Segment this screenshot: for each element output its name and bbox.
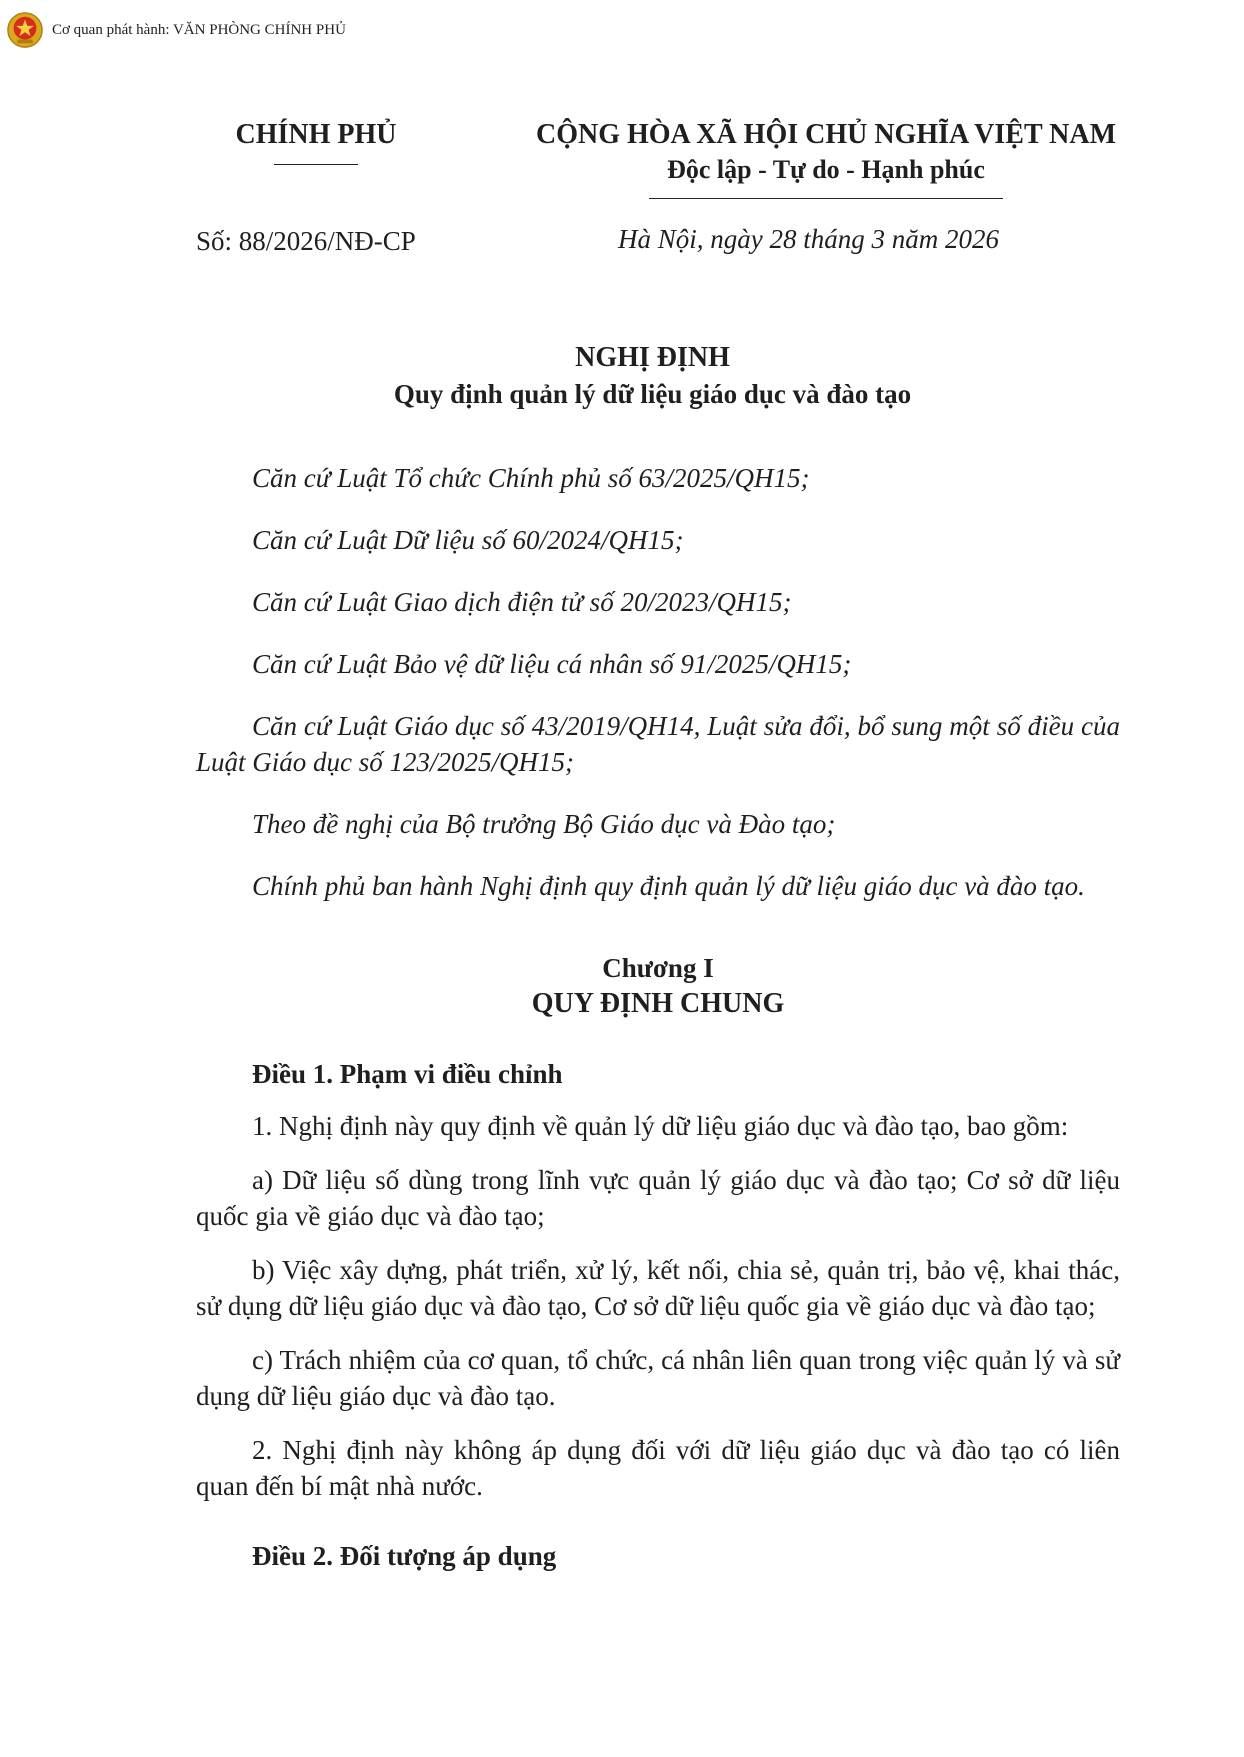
document-body xyxy=(196,460,1120,1590)
agency-name: CHÍNH PHỦ xyxy=(235,119,397,150)
document-type: NGHỊ ĐỊNH xyxy=(575,342,730,373)
article-heading: Điều 1. Phạm vi điều chỉnh xyxy=(252,1059,563,1089)
document-title-block xyxy=(0,340,1244,412)
article-clause: a) Dữ liệu số dùng trong lĩnh vực quản lý giáo dục và đào tạo; Cơ sở dữ liệu quốc gia về giáo dục và đào tạo; xyxy=(196,1165,1120,1231)
document-subject: Quy định quản lý dữ liệu giáo dục và đào tạo xyxy=(393,379,912,409)
legal-basis-item: Căn cứ Luật Dữ liệu số 60/2024/QH15; xyxy=(252,525,684,555)
agency-block xyxy=(196,118,436,165)
article-clause: b) Việc xây dựng, phát triển, xử lý, kết nối, chia sẻ, quản trị, bảo vệ, khai thác, sử dụng dữ liệu giáo dục và đào tạo, Cơ sở dữ liệu quốc gia về giáo dục và đào tạo; xyxy=(196,1255,1120,1321)
article-heading: Điều 2. Đối tượng áp dụng xyxy=(252,1541,557,1571)
chapter-heading xyxy=(196,950,1120,1022)
proposal-line: Theo đề nghị của Bộ trưởng Bộ Giáo dục và Đào tạo; xyxy=(252,809,836,839)
national-motto: Độc lập - Tự do - Hạnh phúc xyxy=(667,155,985,184)
chapter-number: Chương I xyxy=(602,953,714,983)
agency-divider xyxy=(274,164,358,165)
legal-basis-item: Căn cứ Luật Tổ chức Chính phủ số 63/2025/QH15; xyxy=(252,463,810,493)
promulgation-line: Chính phủ ban hành Nghị định quy định quản lý dữ liệu giáo dục và đào tạo. xyxy=(252,871,1085,901)
issuer-strip xyxy=(6,10,346,50)
motto-divider xyxy=(649,198,1003,199)
legal-basis-item: Căn cứ Luật Bảo vệ dữ liệu cá nhân số 91/2025/QH15; xyxy=(252,649,852,679)
article-clause: 1. Nghị định này quy định về quản lý dữ liệu giáo dục và đào tạo, bao gồm: xyxy=(252,1111,1069,1141)
document-number: Số: 88/2026/NĐ-CP xyxy=(196,226,416,256)
country-name: CỘNG HÒA XÃ HỘI CHỦ NGHĨA VIỆT NAM xyxy=(535,119,1117,150)
article-clause: c) Trách nhiệm của cơ quan, tổ chức, cá nhân liên quan trong việc quản lý và sử dụng dữ liệu giáo dục và đào tạo. xyxy=(196,1345,1120,1411)
national-heading-block xyxy=(516,118,1136,199)
legal-basis-item: Căn cứ Luật Giáo dục số 43/2019/QH14, Luật sửa đổi, bổ sung một số điều của Luật Giáo dục số 123/2025/QH15; xyxy=(196,711,1120,777)
document-date: Hà Nội, ngày 28 tháng 3 năm 2026 xyxy=(618,224,999,254)
legal-basis-item: Căn cứ Luật Giao dịch điện tử số 20/2023/QH15; xyxy=(252,587,792,617)
issuer-text: Cơ quan phát hành: VĂN PHÒNG CHÍNH PHỦ xyxy=(52,21,346,38)
article-clause: 2. Nghị định này không áp dụng đối với dữ liệu giáo dục và đào tạo có liên quan đến bí mật nhà nước. xyxy=(196,1435,1120,1501)
national-emblem-icon xyxy=(6,11,44,49)
chapter-title: QUY ĐỊNH CHUNG xyxy=(531,988,785,1019)
